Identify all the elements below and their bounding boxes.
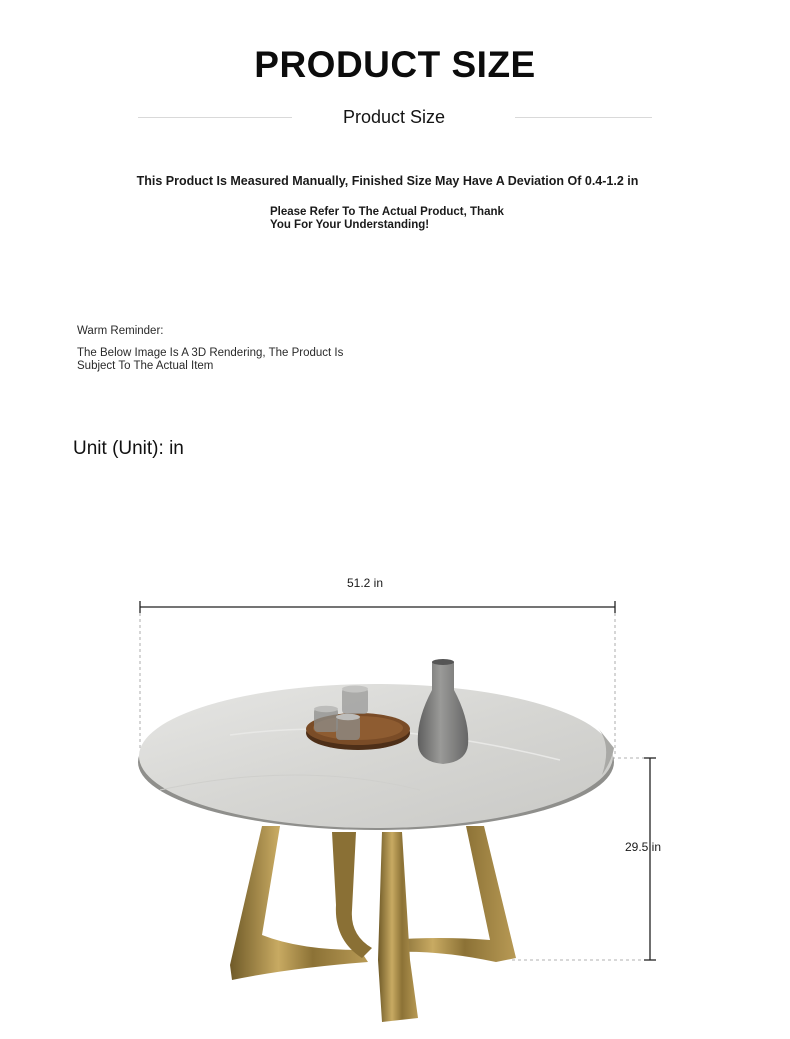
table-base bbox=[230, 826, 516, 1022]
section-subtitle: Product Size bbox=[342, 107, 446, 127]
measurement-notice: This Product Is Measured Manually, Finished Size May Have A Deviation Of 0.4-1.2 in bbox=[136, 174, 639, 188]
height-label: 29.5 in bbox=[624, 840, 662, 854]
page-title: PRODUCT SIZE bbox=[254, 44, 536, 85]
tabletop bbox=[138, 684, 614, 830]
warm-reminder-label: Warm Reminder: bbox=[77, 325, 164, 337]
warm-reminder-text: The Below Image Is A 3D Rendering, The Product Is Subject To The Actual Item bbox=[77, 347, 344, 372]
refer-notice: Please Refer To The Actual Product, Thank You For Your Understanding! bbox=[270, 206, 504, 231]
unit-label: Unit (Unit): in bbox=[73, 438, 184, 459]
width-label: 51.2 in bbox=[346, 576, 384, 590]
ceramic-vase bbox=[418, 659, 468, 764]
